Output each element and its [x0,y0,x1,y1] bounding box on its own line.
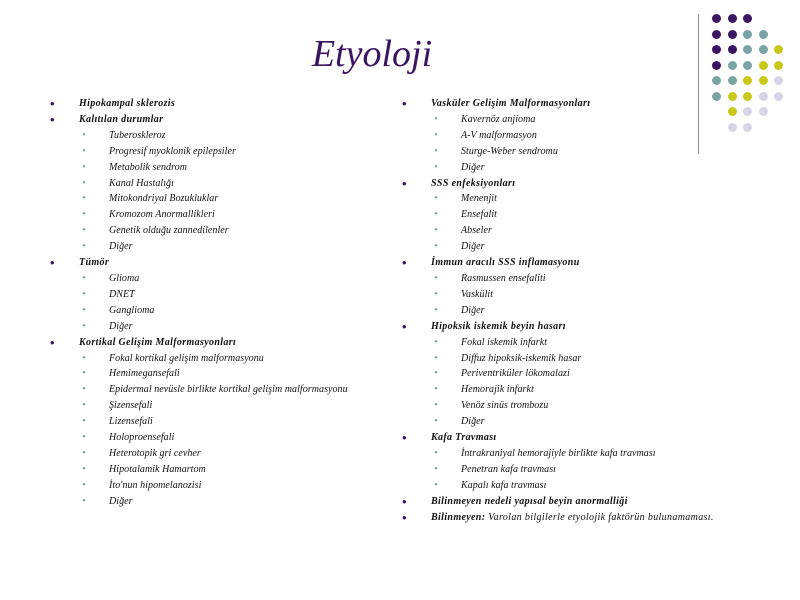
sub-item: • Şizensefali [52,398,397,414]
sub-item: • Fokal iskemik infarkt [404,335,794,351]
decorative-dot [759,61,768,70]
sub-item: • Heterotopik gri cevher [52,446,397,462]
list-item-bilinmeyen-nedeli: • Bilinmeyen nedeli yapısal beyin anormalliği [404,494,794,510]
right-column [404,96,794,525]
sub-item: • Holoproensefali [52,430,397,446]
bilinmeyen-description: Varolan bilgilerle etyolojik faktörün bulunamaması. [488,511,714,523]
decorative-dot [728,45,737,54]
sub-item: • Abseler [404,223,794,239]
sub-item: • Epidermal nevüsle birlikte kortikal gelişim malformasyonu [52,382,397,398]
bilinmeyen-label: Bilinmeyen: [431,511,486,523]
decorative-dot [743,14,752,23]
sub-item: • Glioma [52,271,397,287]
list-item-kortikal: • Kortikal Gelişim Malformasyonları [52,335,397,351]
decorative-dot [728,14,737,23]
decorative-dot [743,45,752,54]
decorative-dot [712,45,721,54]
sub-item: • A-V malformasyon [404,128,794,144]
list-item-tumor: • Tümör [52,255,397,271]
list-item-kalitilan: • Kalıtılan durumlar [52,112,397,128]
list-item-sss-enfeksiyon: • SSS enfeksiyonları [404,176,794,192]
decorative-dot [743,61,752,70]
sub-item: • Kromozom Anormallikleri [52,207,397,223]
sub-item: • Diğer [404,160,794,176]
sub-item: • Genetik olduğu zannedilenler [52,223,397,239]
sub-item: • Lizensefali [52,414,397,430]
left-column [52,96,397,510]
list-item-bilinmeyen [404,510,794,526]
decorative-dot [712,61,721,70]
sub-item: • İto'nun hipomelanozisi [52,478,397,494]
sub-item: • Ganglioma [52,303,397,319]
decorative-dot [774,61,783,70]
decorative-dot [759,45,768,54]
sub-item: • Hipotalamik Hamartom [52,462,397,478]
sub-item: • Kapalı kafa travması [404,478,794,494]
sub-item: • Kavernöz anjioma [404,112,794,128]
decorative-dot [743,76,752,85]
sub-item: • Penetran kafa travması [404,462,794,478]
decorative-dot [774,45,783,54]
decorative-dot [759,76,768,85]
decorative-dot [712,14,721,23]
list-item-vaskuler: • Vasküler Gelişim Malformasyonları [404,96,794,112]
decorative-dot [712,30,721,39]
sub-item: • Ensefalit [404,207,794,223]
list-item-kafa-travmasi: • Kafa Travması [404,430,794,446]
decorative-dot [712,76,721,85]
sub-item: • Vaskülit [404,287,794,303]
sub-item: • Diğer [52,319,397,335]
page-title: Etyoloji [311,33,433,75]
list-item-immun: • İmmun aracılı SSS inflamasyonu [404,255,794,271]
sub-item: • Venöz sinüs trombozu [404,398,794,414]
sub-item: • Metabolik sendrom [52,160,397,176]
decorative-dot [728,76,737,85]
sub-item: • İntrakraniyal hemorajiyle birlikte kafa travması [404,446,794,462]
sub-item: • Sturge-Weber sendromu [404,144,794,160]
decorative-dot [728,30,737,39]
sub-item: • Menenjit [404,191,794,207]
sub-item: • Diğer [404,303,794,319]
sub-item: • Diğer [404,239,794,255]
list-item-hipoksik: • Hipoksik iskemik beyin hasarı [404,319,794,335]
sub-item: • Hemorajik infarkt [404,382,794,398]
sub-item: • DNET [52,287,397,303]
decorative-dot [774,76,783,85]
list-item-hipokampal: • Hipokampal sklerozis [52,96,397,112]
sub-item: • Fokal kortikal gelişim malformasyonu [52,351,397,367]
sub-item: • Kanal Hastalığı [52,176,397,192]
sub-item: • Diğer [404,414,794,430]
sub-item: • Diğer [52,239,397,255]
sub-item: • Progresif myoklonik epilepsiler [52,144,397,160]
sub-item: • Tuberoskleroz [52,128,397,144]
sub-item: • Diffuz hipoksik-iskemik hasar [404,351,794,367]
sub-item: • Mitokondriyal Bozukluklar [52,191,397,207]
sub-item: • Diğer [52,494,397,510]
sub-item: • Periventriküler lökomalazi [404,366,794,382]
decorative-dot [759,30,768,39]
sub-item: • Rasmussen ensefaliti [404,271,794,287]
sub-item: • Hemimegansefali [52,366,397,382]
decorative-dot [728,61,737,70]
decorative-dot [743,30,752,39]
